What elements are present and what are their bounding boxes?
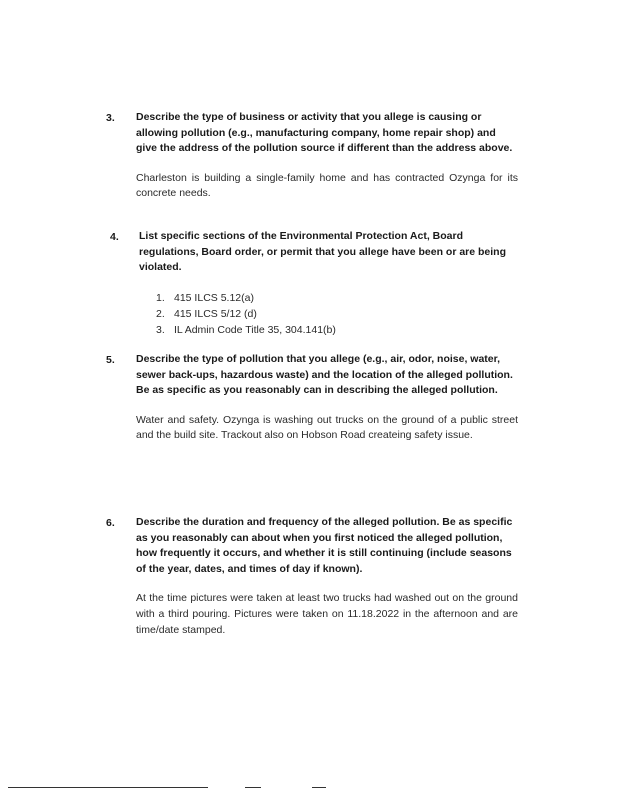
answer-text: Charleston is building a single-family home and has contracted Ozynga for its concrete needs.: [136, 171, 518, 200]
list-text: IL Admin Code Title 35, 304.141(b): [174, 323, 336, 336]
question-number: 6.: [106, 517, 115, 529]
question-5: [106, 352, 518, 444]
list-text: 415 ILCS 5.12(a): [174, 291, 254, 304]
list-number: 1.: [156, 291, 165, 304]
footer-rule: [8, 787, 208, 788]
question-6: [106, 515, 518, 638]
question-text: List specific sections of the Environmental Protection Act, Board regulations, Board order, or permit that you allege have been or are being violated.: [139, 230, 507, 274]
list-number: 3.: [156, 323, 165, 336]
answer-text: Water and safety. Ozynga is washing out trucks on the ground of a public street and the build site. Trackout also on Hobson Road createing safety issue.: [136, 413, 518, 442]
question-4: [106, 229, 518, 338]
question-text: Describe the type of pollution that you allege (e.g., air, odor, noise, water, sewer back-ups, hazardous waste) and the location of the alleged pollution. Be as specific as you reasonably can in describing the alleged pollution.: [136, 353, 513, 397]
question-text: Describe the type of business or activity that you allege is causing or allowing pollution (e.g., manufacturing company, home repair shop) and give the address of the pollution source if different than the address above.: [136, 111, 513, 155]
question-number: 3.: [106, 112, 115, 124]
list-item: [156, 306, 518, 322]
question-number: 5.: [106, 354, 115, 366]
footer-rule: [312, 787, 326, 788]
question-number: 4.: [110, 231, 119, 243]
list-number: 2.: [156, 307, 165, 320]
answer-text: At the time pictures were taken at least two trucks had washed out on the ground with a third pouring. Pictures were taken on 11.18.2022 in the afternoon and are time/date stamped.: [136, 592, 518, 636]
footer-rule: [245, 787, 261, 788]
list-item: [156, 290, 518, 306]
violation-list: [156, 290, 518, 338]
question-3: [106, 110, 518, 202]
question-text: Describe the duration and frequency of the alleged pollution. Be as specific as you reasonably can about when you first noticed the alleged pollution, how frequently it occurs, and whether it is still continuing (include seasons of the year, dates, and times of day if known).: [136, 516, 513, 575]
list-item: [156, 322, 518, 338]
list-text: 415 ILCS 5/12 (d): [174, 307, 257, 320]
